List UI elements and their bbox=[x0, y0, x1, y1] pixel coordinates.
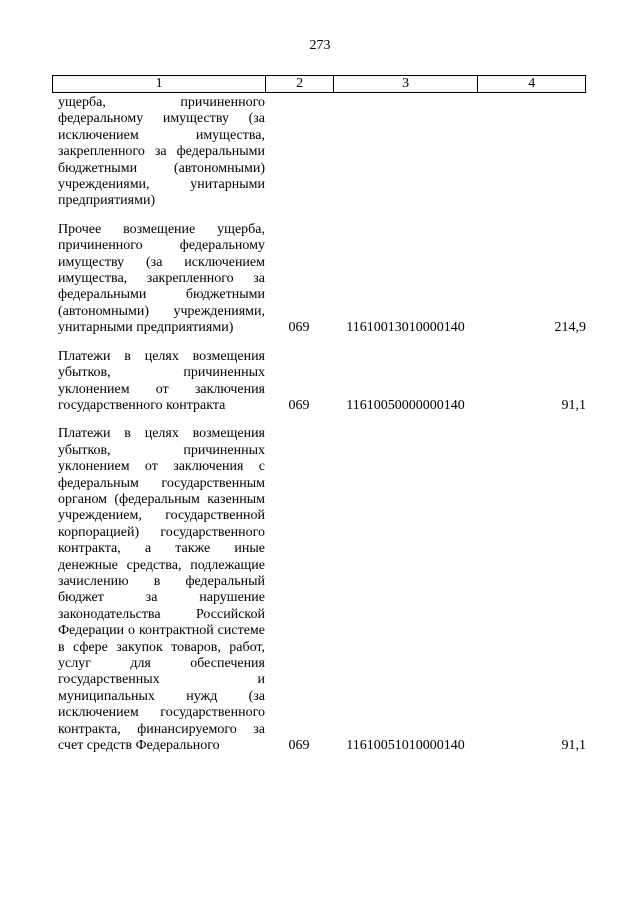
table-body bbox=[52, 95, 586, 754]
table-row bbox=[52, 349, 586, 415]
table-row bbox=[52, 222, 586, 337]
row-classification-code: 11610013010000140 bbox=[346, 320, 465, 336]
row-admin-code: 069 bbox=[288, 738, 310, 754]
row-amount: 91,1 bbox=[561, 738, 586, 754]
row-description: Прочее возмещение ущерба, причиненного федеральному имуществу (за исключением имущества, закрепленного за федеральными бюджетными (автономными) учреждениями, унитарными предприятиями) bbox=[58, 221, 265, 336]
row-amount: 91,1 bbox=[561, 397, 586, 413]
page-number: 273 bbox=[309, 38, 331, 53]
row-classification-code: 11610050000000140 bbox=[346, 397, 465, 413]
row-description: Платежи в целях возмещения убытков, причиненных уклонением от заключения государственного контракта bbox=[58, 348, 265, 413]
column-header-2: 2 bbox=[265, 76, 333, 92]
table-row bbox=[52, 95, 586, 210]
column-header-3: 3 bbox=[333, 76, 477, 92]
row-description: ущерба, причиненного федеральному имуществу (за исключением имущества, закрепленного за федеральными бюджетными (автономными) учреждениями, унитарными предприятиями) bbox=[58, 95, 265, 209]
row-classification-code: 11610051010000140 bbox=[346, 738, 465, 754]
table-row bbox=[52, 426, 586, 754]
row-description: Платежи в целях возмещения убытков, причиненных уклонением от заключения с федеральным государственным органом (федеральным казенным учреждением, государственной корпорацией) государственного контракта, а также иные денежные средства, подлежащие зачислению в федеральный бюджет за нарушение законодательства Российской Федерации о контрактной системе в сфере закупок товаров, работ, услуг для обеспечения государственных и муниципальных нужд (за исключением государственного контракта, финансируемого за счет средств Федерального bbox=[58, 426, 265, 754]
row-admin-code: 069 bbox=[288, 320, 310, 336]
column-header-1: 1 bbox=[155, 76, 163, 91]
row-admin-code: 069 bbox=[288, 397, 310, 413]
row-amount: 214,9 bbox=[554, 320, 586, 336]
table-header bbox=[52, 75, 586, 93]
column-header-4: 4 bbox=[477, 76, 585, 92]
